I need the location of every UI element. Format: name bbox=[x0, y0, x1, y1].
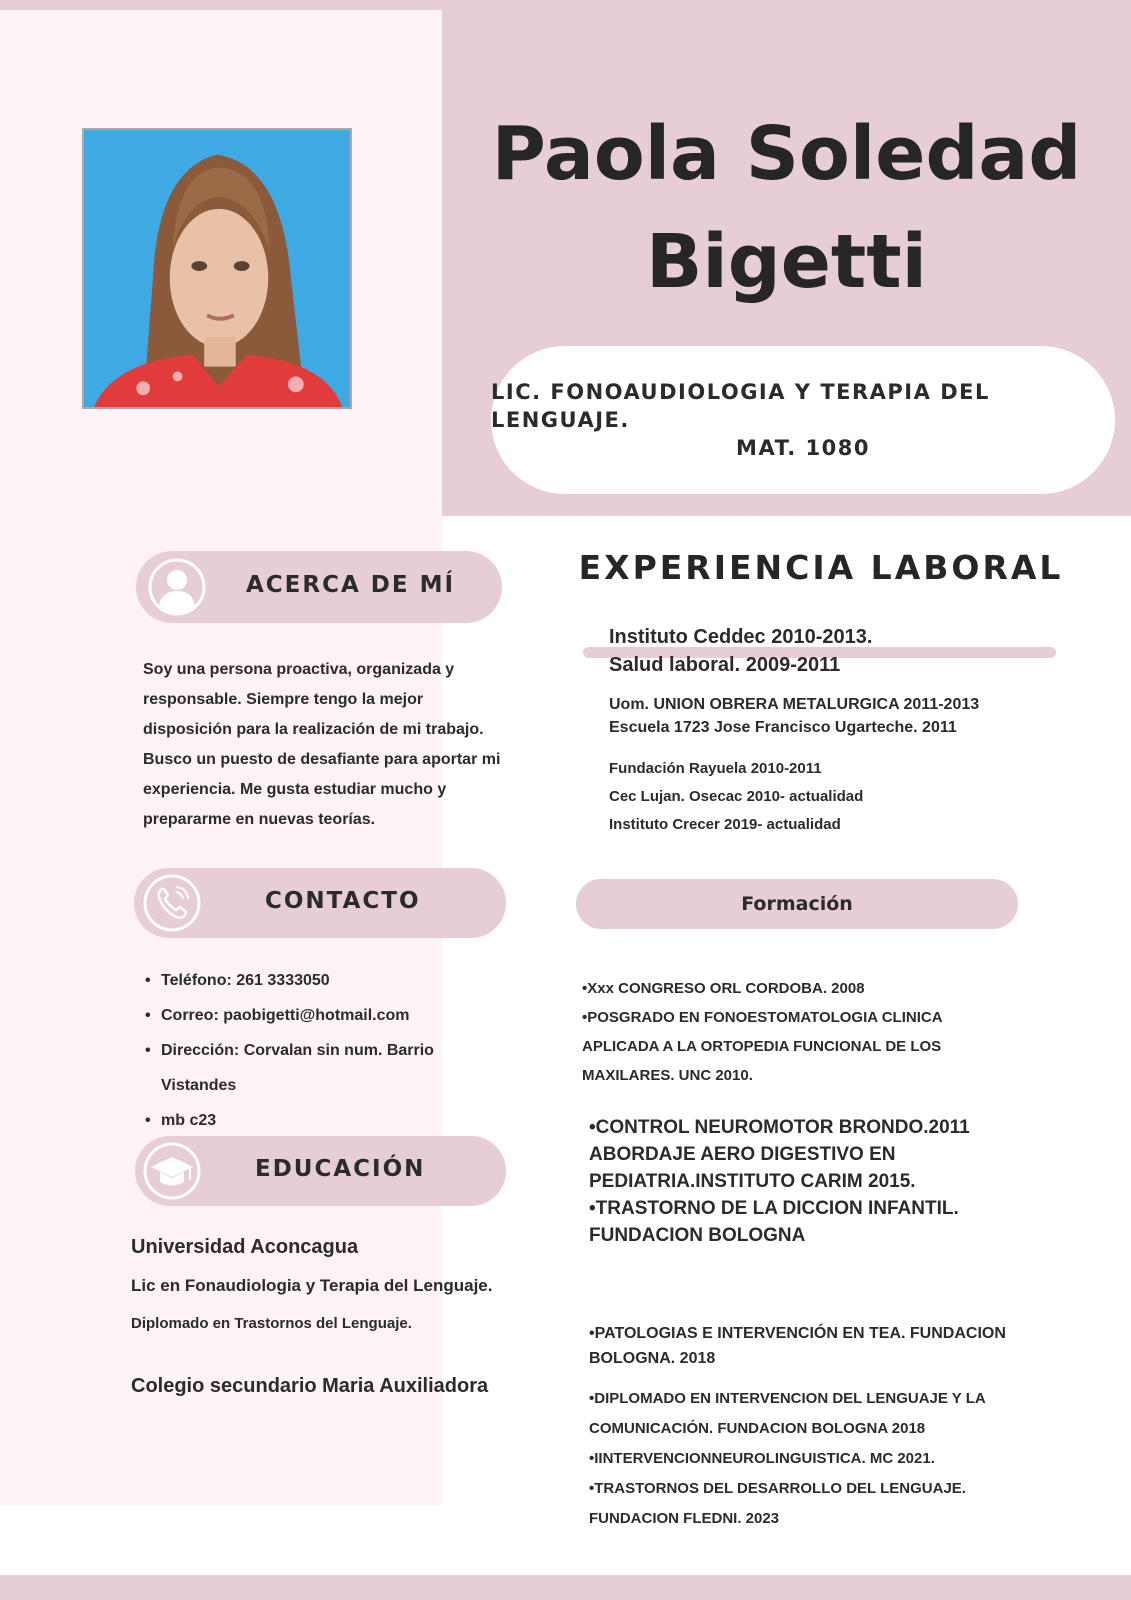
formation-item: •POSGRADO EN FONOESTOMATOLOGIA CLINICA bbox=[582, 1009, 943, 1026]
experience-item: Uom. UNION OBRERA METALURGICA 2011-2013 bbox=[609, 696, 980, 713]
name-line-1: Paola Soledad bbox=[491, 111, 1082, 197]
formation-item: FUNDACION BOLOGNA bbox=[589, 1225, 806, 1246]
about-text bbox=[143, 655, 503, 835]
experience-group-3 bbox=[609, 755, 863, 839]
person-name bbox=[442, 100, 1131, 316]
education-degree: Lic en Fonaudiologia y Terapia del Lenguaje. bbox=[131, 1276, 493, 1295]
experience-item: Instituto Crecer 2019- actualidad bbox=[609, 816, 841, 833]
contact-address: • Dirección: Corvalan sin num. Barrio Vistandes bbox=[143, 1033, 503, 1103]
formation-item: PEDIATRIA.INSTITUTO CARIM 2015. bbox=[589, 1171, 916, 1192]
about-line: prepararme en nuevas teorías. bbox=[143, 811, 376, 828]
name-line-2: Bigetti bbox=[645, 219, 928, 305]
profession-title-box bbox=[491, 346, 1115, 494]
experience-group-2 bbox=[609, 693, 979, 739]
formation-group-4 bbox=[589, 1384, 986, 1534]
contact-address-continued: • mb c23 bbox=[143, 1103, 503, 1138]
formation-item: •TRASTORNOS DEL DESARROLLO DEL LENGUAJE. bbox=[589, 1480, 966, 1497]
experience-item: Instituto Ceddec 2010-2013. bbox=[609, 626, 873, 648]
experience-heading: EXPERIENCIA LABORAL bbox=[578, 548, 1064, 587]
formation-group-2 bbox=[589, 1114, 970, 1249]
formation-item: •IINTERVENCIONNEUROLINGUISTICA. MC 2021. bbox=[589, 1450, 935, 1467]
formation-item: FUNDACION FLEDNI. 2023 bbox=[589, 1510, 780, 1527]
formation-item: •DIPLOMADO EN INTERVENCION DEL LENGUAJE Y LA bbox=[589, 1390, 986, 1407]
phone-icon bbox=[143, 874, 201, 932]
formation-item: BOLOGNA. 2018 bbox=[589, 1350, 716, 1367]
about-line: disposición para la realización de mi trabajo. bbox=[143, 721, 484, 738]
profession-title-line-1: LIC. FONOAUDIOLOGIA Y TERAPIA DEL LENGUAJE. bbox=[491, 380, 990, 432]
experience-item: Cec Lujan. Osecac 2010- actualidad bbox=[609, 788, 864, 805]
contact-phone: • Teléfono: 261 3333050 bbox=[143, 963, 503, 998]
formation-item: COMUNICACIÓN. FUNDACION BOLOGNA 2018 bbox=[589, 1420, 926, 1437]
formation-item: •TRASTORNO DE LA DICCION INFANTIL. bbox=[589, 1198, 959, 1219]
education-heading: EDUCACIÓN bbox=[255, 1156, 426, 1182]
about-line: Busco un puesto de desafiante para aportar mi bbox=[143, 751, 501, 768]
graduation-cap-icon bbox=[143, 1142, 201, 1200]
about-line: responsable. Siempre tengo la mejor bbox=[143, 691, 424, 708]
experience-group-1 bbox=[609, 623, 872, 679]
education-school: Colegio secundario Maria Auxiliadora bbox=[131, 1375, 489, 1397]
formation-item: •CONTROL NEUROMOTOR BRONDO.2011 bbox=[589, 1117, 970, 1138]
experience-item: Escuela 1723 Jose Francisco Ugarteche. 2011 bbox=[609, 719, 957, 736]
formation-item: ABORDAJE AERO DIGESTIVO EN bbox=[589, 1144, 896, 1165]
profession-title-line-2: MAT. 1080 bbox=[736, 436, 870, 460]
formation-item: •Xxx CONGRESO ORL CORDOBA. 2008 bbox=[582, 980, 865, 997]
education-diploma: Diplomado en Trastornos del Lenguaje. bbox=[131, 1315, 412, 1332]
formation-group-1 bbox=[582, 974, 943, 1090]
about-heading: ACERCA DE MÍ bbox=[246, 572, 456, 598]
formation-item: APLICADA A LA ORTOPEDIA FUNCIONAL DE LOS bbox=[582, 1038, 942, 1055]
experience-item: Fundación Rayuela 2010-2011 bbox=[609, 760, 822, 777]
formation-group-3 bbox=[589, 1321, 1006, 1371]
formation-item: •PATOLOGIAS E INTERVENCIÓN EN TEA. FUNDACION bbox=[589, 1325, 1006, 1342]
education-university: Universidad Aconcagua bbox=[131, 1236, 359, 1258]
bottom-border-strip bbox=[0, 1575, 1131, 1600]
contact-heading: CONTACTO bbox=[265, 888, 421, 914]
contact-email: • Correo: paobigetti@hotmail.com bbox=[143, 998, 503, 1033]
about-line: Soy una persona proactiva, organizada y bbox=[143, 661, 455, 678]
experience-item: Salud laboral. 2009-2011 bbox=[609, 654, 841, 676]
formation-heading: Formación bbox=[741, 893, 853, 915]
profile-photo bbox=[82, 128, 352, 409]
about-line: experiencia. Me gusta estudiar mucho y bbox=[143, 781, 447, 798]
formation-section-header bbox=[576, 879, 1018, 929]
user-icon bbox=[148, 558, 206, 616]
formation-item: MAXILARES. UNC 2010. bbox=[582, 1067, 753, 1084]
